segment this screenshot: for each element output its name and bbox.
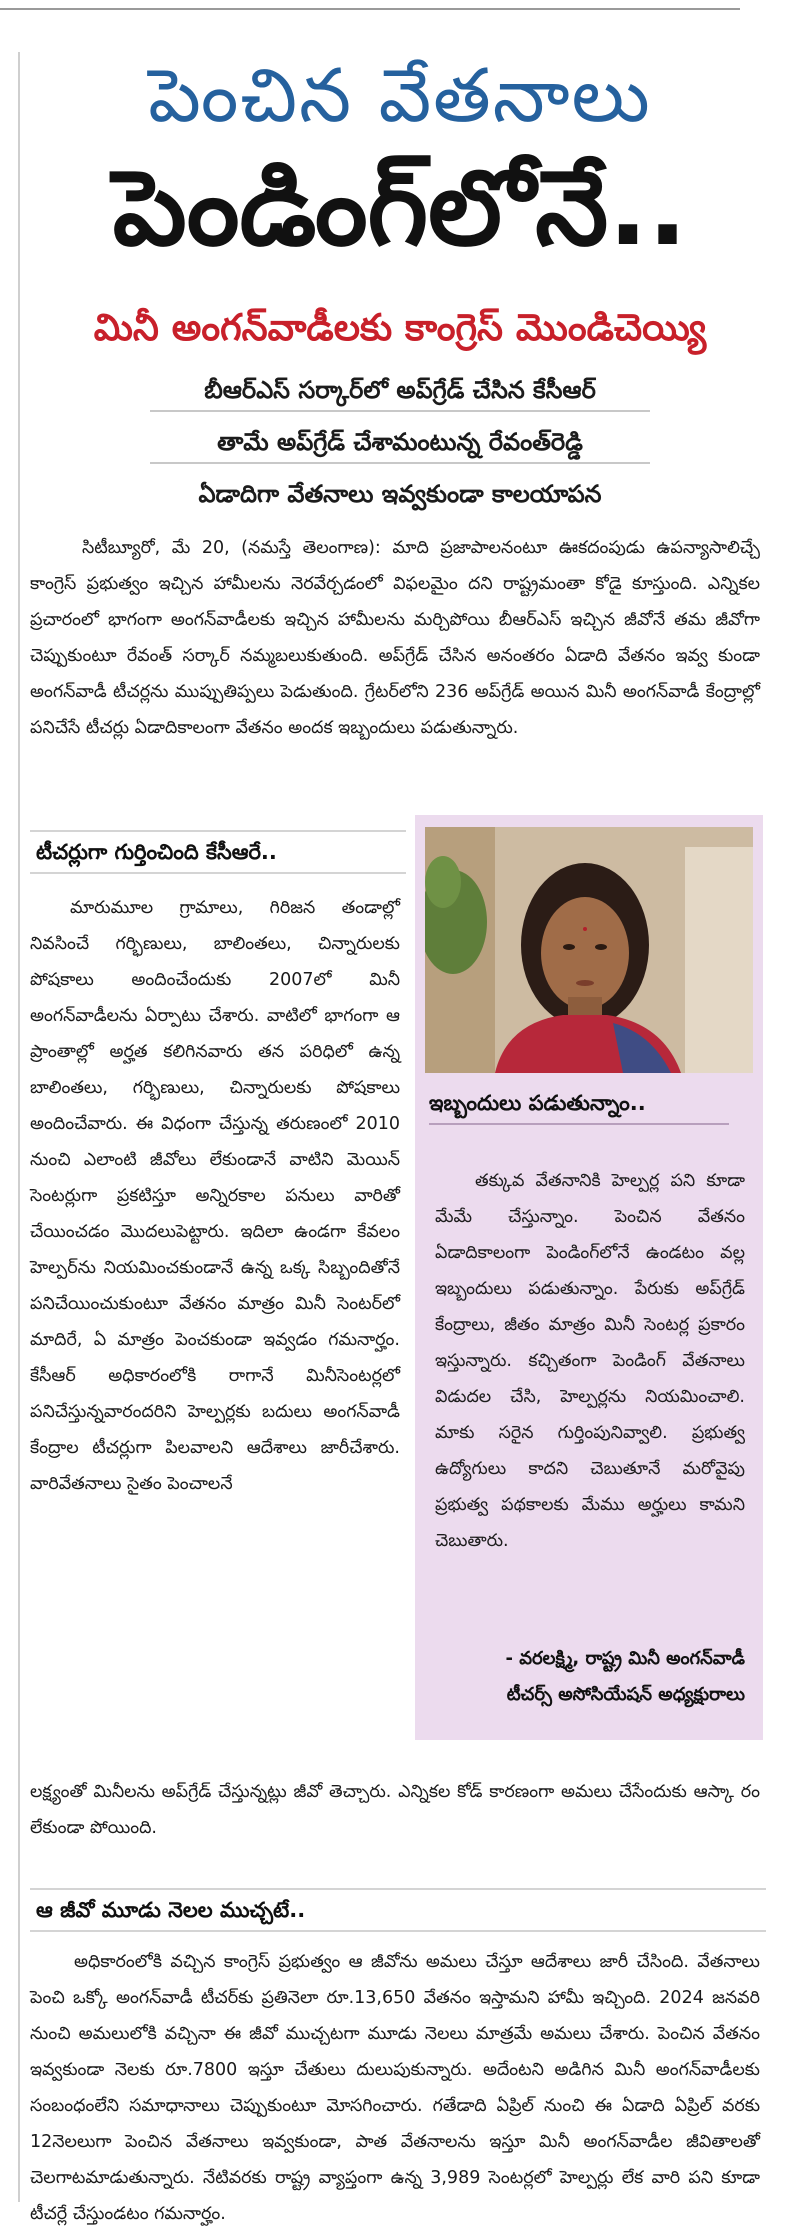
portrait-photo bbox=[425, 827, 753, 1073]
deck-line-2: తామే అప్‌గ్రేడ్ చేశామంటున్న రేవంత్‌రెడ్డి bbox=[150, 422, 650, 464]
section2-body: అధికారంలోకి వచ్చిన కాంగ్రెస్ ప్రభుత్వం ఆ జీవోను అమలు చేస్తూ ఆదేశాలు జారీ చేసింది. వేతనాలు పెంచి ఒక్కో అంగన్‌వాడీ టీచర్‌కు ప్రతినెలా రూ.13,650 వేతనం ఇస్తామని హామీ ఇచ్చింది. 2024 జనవరి నుంచి అమలులోకి వచ్చినా ఈ జీవో ముచ్చటగా మూడు నెలలు మాత్రమే అమలు చేశారు. పెంచిన వేతనం ఇవ్వకుండా నెలకు రూ.7800 ఇస్తూ చేతులు దులుపుకున్నారు. అదేంటని అడిగిన మినీ అంగన్‌వాడీలకు సంబంధంలేని సమాధానాలు చెప్పుకుంటూ మోసగించారు. గతేడాది ఏప్రిల్ నుంచి ఈ ఏడాది ఏప్రిల్ వరకు 12నెలలుగా పెంచిన వేతనాలు ఇవ్వకుండా, పాత వేతనాలను ఇస్తూ మినీ అంగన్‌వాడీల జీవితాలతో చెలగాటమాడుతున్నారు. నేటివరకు రాష్ట్ర వ్యాప్తంగా ఉన్న 3,989 సెంటర్లలో హెల్పర్లు లేక వారి పని కూడా టీచర్లే చేస్తుండటం గమనార్హం. bbox=[30, 1952, 760, 2224]
section1-body: మారుమూల గ్రామాలు, గిరిజన తండాల్లో నివసించే గర్భిణులు, బాలింతలు, చిన్నారులకు పోషకాలు అందించేందుకు 2007లో మినీ అంగన్‌వాడీలను ఏర్పాటు చేశారు. వాటిలో భాగంగా ఆ ప్రాంతాల్లో అర్హత కలిగినవారు తన పరిధిలో ఉన్న బాలింతలు, గర్భిణులు, చిన్నారులకు పోషకాలు అందించేవారు. ఈ విధంగా చేస్తున్న తరుణంలో 2010 నుంచి ఎలాంటి జీవోలు లేకుండానే వాటిని మెయిన్ సెంటర్లుగా ప్రకటిస్తూ అన్నిరకాల పనులు వారితో చేయించడం మొదలుపెట్టారు. ఇదిలా ఉండగా కేవలం హెల్పర్‌ను నియమించకుండానే ఉన్న ఒక్క సిబ్బందితోనే పనిచేయించుకుంటూ వేతనం మాత్రం మినీ సెంటర్‌లో మాదిరే, ఏ మాత్రం పెంచకుండా ఇవ్వడం గమనార్హం. కేసీఆర్ అధికారంలోకి రాగానే మినీసెంటర్లలో పనిచేస్తున్నవారందరిని హెల్పర్లకు బదులు అంగన్‌వాడీ కేంద్రాల టీచర్లుగా పిలవాలని ఆదేశాలు జారీచేశారు. వారివేతనాలు సైతం పెంచాలనే bbox=[30, 898, 400, 1494]
section2-heading: ఆ జీవో మూడు నెలల ముచ్చటే.. bbox=[30, 1888, 766, 1932]
section1-tail: లక్ష్యంతో మినీలను అప్‌గ్రేడ్ చేస్తున్నట్లు జీవో తెచ్చారు. ఎన్నికల కోడ్ కారణంగా అమలు చేసేందుకు ఆస్కా రం లేకుండా పోయింది. bbox=[30, 1782, 760, 1838]
byline-line2: టీచర్స్ అసోసియేషన్ అధ్యక్షురాలు bbox=[506, 1684, 745, 1705]
deck-line-3: ఏడాదిగా వేతనాలు ఇవ్వకుండా కాలయాపన bbox=[198, 480, 602, 508]
sidebar-byline bbox=[435, 1641, 745, 1713]
section1-heading: టీచర్లుగా గుర్తించింది కేసీఆరే.. bbox=[30, 830, 406, 874]
headline-line2: పెండింగ్‌లోనే.. bbox=[112, 147, 688, 269]
sidebar-box bbox=[415, 815, 763, 1740]
portrait-illustration bbox=[425, 827, 753, 1073]
kicker-headline: మినీ అంగన్‌వాడీలకు కాంగ్రెస్ మొండిచెయ్యి bbox=[93, 306, 707, 349]
deck-line-1: బీఆర్ఎస్ సర్కార్‌లో అప్‌గ్రేడ్ చేసిన కేసీఆర్ bbox=[150, 370, 650, 412]
top-rule bbox=[0, 8, 740, 10]
left-margin-rule bbox=[18, 52, 20, 2202]
byline-line1: - వరలక్ష్మి, రాష్ట్ర మినీ అంగన్‌వాడీ bbox=[505, 1648, 745, 1669]
lead-paragraph: సిటీబ్యూరో, మే 20, (నమస్తే తెలంగాణ): మాది ప్రజాపాలనంటూ ఊకదంపుడు ఉపన్యాసాలిచ్చే కాంగ్రెస్ ప్రభుత్వం ఇచ్చిన హామీలను నెరవేర్చడంలో విఫలమైం దని రాష్ట్రమంతా కోడై కూస్తుంది. ఎన్నికల ప్రచారంలో భాగంగా అంగన్‌వాడీలకు ఇచ్చిన హామీలను మర్చిపోయి బీఆర్ఎస్ ఇచ్చిన జీవోనే తమ జీవోగా చెప్పుకుంటూ రేవంత్ సర్కార్ నమ్మబలుకుతుంది. అప్‌గ్రేడ్ చేసిన అనంతరం ఏడాది వేతనం ఇవ్వ కుండా అంగన్‌వాడీ టీచర్లను ముప్పుతిప్పలు పెడుతుంది. గ్రేటర్‌లోని 236 అప్‌గ్రేడ్ అయిన మినీ అంగన్‌వాడీ కేంద్రాల్లో పనిచేసే టీచర్లు ఏడాదికాలంగా వేతనం అందక ఇబ్బందులు పడుతున్నారు. bbox=[30, 538, 760, 738]
sidebar-quote: తక్కువ వేతనానికి హెల్పర్ల పని కూడా మేమే చేస్తున్నాం. పెంచిన వేతనం ఏడాదికాలంగా పెండింగ్‌లోనే ఉండటం వల్ల ఇబ్బందులు పడుతున్నాం. పేరుకు అప్‌గ్రేడ్ కేంద్రాలు, జీతం మాత్రం మినీ సెంటర్ల ప్రకారం ఇస్తున్నారు. కచ్చితంగా పెండింగ్ వేతనాలు విడుదల చేసి, హెల్పర్లను నియమించాలి. మాకు సరైన గుర్తింపునివ్వాలి. ప్రభుత్వ ఉద్యోగులు కాదని చెబుతూనే మరోవైపు ప్రభుత్వ పథకాలకు మేము అర్హులు కామని చెబుతారు. bbox=[435, 1170, 745, 1551]
sidebar-heading: ఇబ్బందులు పడుతున్నాం.. bbox=[429, 1083, 729, 1125]
headline-line1: పెంచిన వేతనాలు bbox=[148, 53, 652, 139]
